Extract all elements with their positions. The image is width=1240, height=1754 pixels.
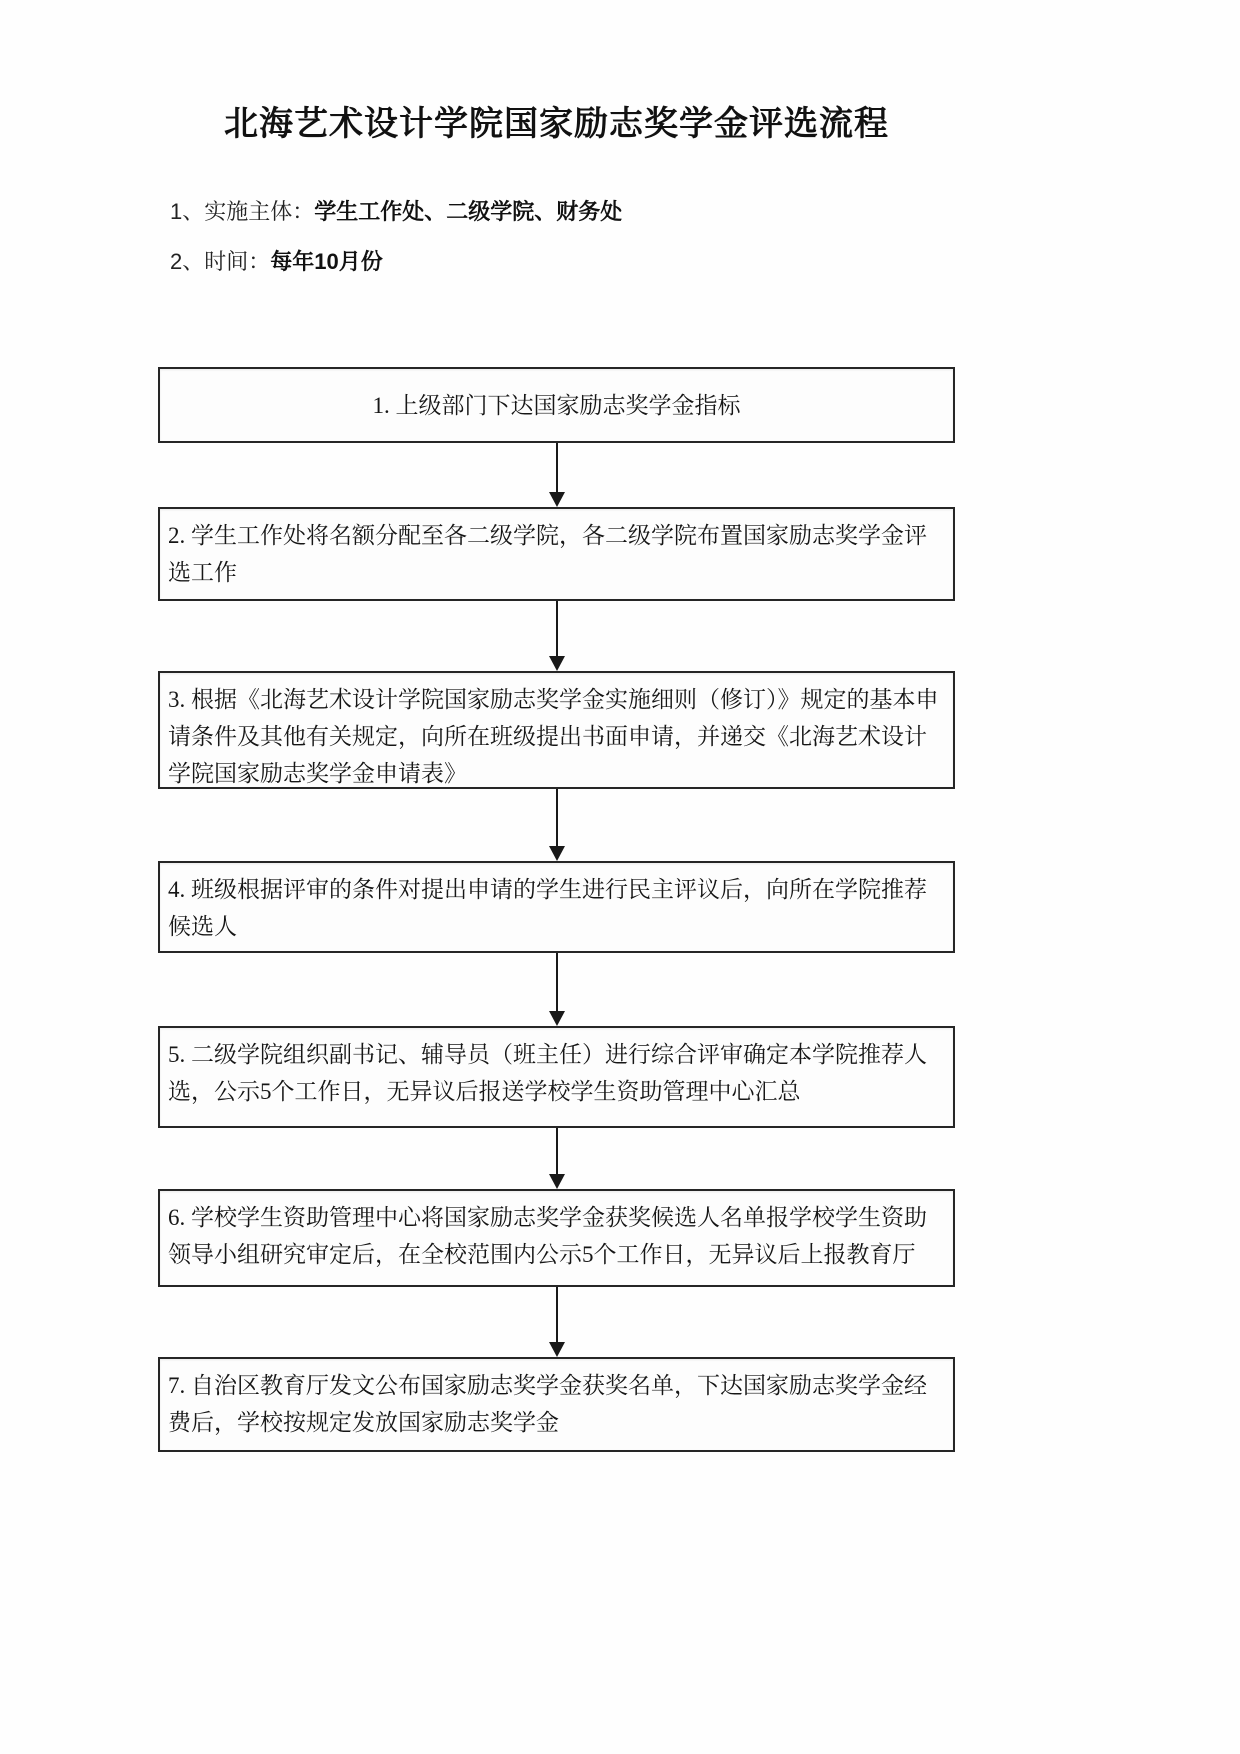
intro-item-subject	[170, 197, 955, 227]
content-column	[158, 0, 955, 1452]
flow-step-5	[158, 1026, 955, 1128]
arrow-shaft	[556, 601, 558, 657]
flow-arrow-6	[158, 1287, 955, 1357]
page-title-rest: 艺术设计学院国家励志奖学金评选流程	[294, 105, 889, 143]
intro-item-time	[170, 247, 955, 277]
intro-section	[170, 197, 955, 277]
flow-step-7	[158, 1357, 955, 1452]
arrow-shaft	[556, 789, 558, 847]
page-title-emphasis: 北海	[224, 105, 294, 143]
arrow-head-icon	[549, 1011, 565, 1026]
arrow-head-icon	[549, 1174, 565, 1189]
flow-step-1-text: 1. 上级部门下达国家励志奖学金指标	[372, 392, 741, 418]
arrow-head-icon	[549, 492, 565, 507]
flow-step-2-text: 2. 学生工作处将名额分配至各二级学院，各二级学院布置国家励志奖学金评选工作	[168, 523, 927, 585]
flow-step-6-text: 6. 学校学生资助管理中心将国家励志奖学金获奖候选人名单报学校学生资助领导小组研究审定后，在全校范围内公示5个工作日，无异议后上报教育厅	[168, 1205, 927, 1267]
flow-step-7-text: 7. 自治区教育厅发文公布国家励志奖学金获奖名单，下达国家励志奖学金经费后，学校按规定发放国家励志奖学金	[168, 1373, 927, 1435]
flow-step-2	[158, 507, 955, 601]
arrow-head-icon	[549, 1342, 565, 1357]
flow-arrow-4	[158, 953, 955, 1026]
page-title	[158, 96, 955, 145]
arrow-shaft	[556, 1128, 558, 1175]
intro-item-time-value: 每年10月份	[270, 249, 383, 274]
flow-arrow-5	[158, 1128, 955, 1189]
flow-step-1	[158, 367, 955, 443]
flow-step-3	[158, 671, 955, 789]
flow-step-4-text: 4. 班级根据评审的条件对提出申请的学生进行民主评议后，向所在学院推荐候选人	[168, 877, 927, 939]
intro-item-subject-label: 1、实施主体：	[170, 199, 315, 224]
flow-arrow-3	[158, 789, 955, 861]
arrow-head-icon	[549, 656, 565, 671]
arrow-shaft	[556, 443, 558, 493]
flow-step-6	[158, 1189, 955, 1287]
flow-arrow-2	[158, 601, 955, 671]
arrow-shaft	[556, 953, 558, 1012]
arrow-shaft	[556, 1287, 558, 1343]
flowchart	[158, 367, 955, 1452]
intro-item-subject-value: 学生工作处、二级学院、财务处	[314, 199, 623, 224]
arrow-head-icon	[549, 846, 565, 861]
flow-step-5-text: 5. 二级学院组织副书记、辅导员（班主任）进行综合评审确定本学院推荐人选，公示5个工作日，无异议后报送学校学生资助管理中心汇总	[168, 1042, 927, 1104]
intro-item-time-label: 2、时间：	[170, 249, 271, 274]
flow-step-3-text: 3. 根据《北海艺术设计学院国家励志奖学金实施细则（修订）》规定的基本申请条件及其他有关规定，向所在班级提出书面申请，并递交《北海艺术设计学院国家励志奖学金申请表》	[168, 687, 939, 786]
flow-step-4	[158, 861, 955, 953]
flow-arrow-1	[158, 443, 955, 507]
